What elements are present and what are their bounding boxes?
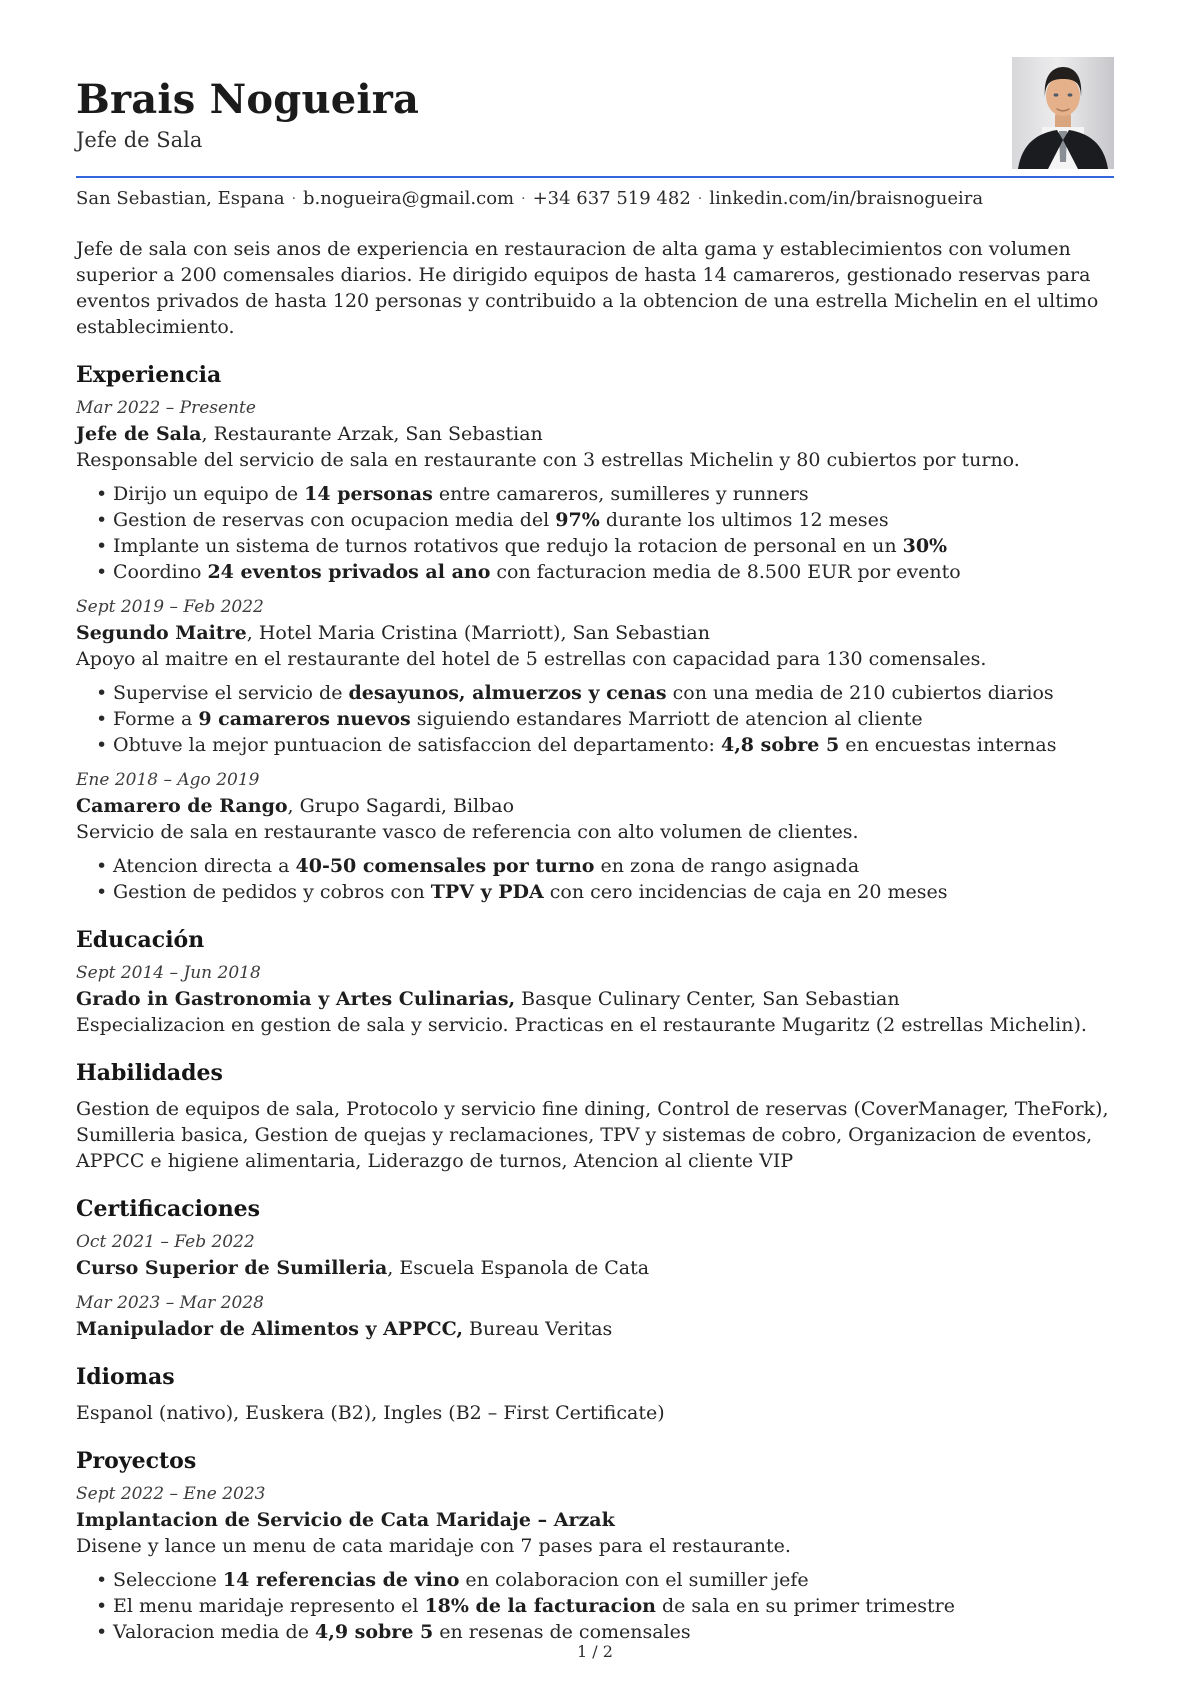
profile-photo-illustration <box>1012 57 1114 169</box>
bullet-item: • Seleccione 14 referencias de vino en colaboracion con el sumiller jefe <box>96 1567 1114 1593</box>
section-heading-habilidades: Habilidades <box>76 1060 223 1086</box>
project-entry <box>76 1484 1114 1645</box>
bullet-item: • Valoracion media de 4,9 sobre 5 en resenas de comensales <box>96 1619 1114 1645</box>
section-heading-idiomas: Idiomas <box>76 1364 175 1390</box>
contact-separator: · <box>291 191 297 207</box>
contact-linkedin[interactable]: linkedin.com/in/braisnogueira <box>709 188 984 209</box>
person-job-title: Jefe de Sala <box>76 128 203 152</box>
bullet-item: • Supervise el servicio de desayunos, almuerzos y cenas con una media de 210 cubiertos diarios <box>96 680 1114 706</box>
bullet-item: • Implante un sistema de turnos rotativos que redujo la rotacion de personal en un 30% <box>96 533 1114 559</box>
section-heading-educacion: Educación <box>76 927 205 953</box>
page-number: 1 / 2 <box>577 1642 613 1661</box>
entry-description: Especializacion en gestion de sala y servicio. Practicas en el restaurante Mugaritz (2 estrellas Michelin). <box>76 1014 1087 1036</box>
contact-separator: · <box>521 191 526 207</box>
contact-phone[interactable]: +34 637 519 482 <box>532 188 691 209</box>
education-entry <box>76 963 1114 1038</box>
contact-line <box>76 186 1114 212</box>
contact-separator: · <box>697 191 703 207</box>
person-name: Brais Nogueira <box>76 76 420 123</box>
entry-date: Sept 2019 – Feb 2022 <box>76 597 264 617</box>
entry-description: Disene y lance un menu de cata maridaje con 7 pases para el restaurante. <box>76 1535 791 1557</box>
entry-description: Responsable del servicio de sala en restaurante con 3 estrellas Michelin y 80 cubiertos por turno. <box>76 449 1020 471</box>
entry-date: Mar 2022 – Presente <box>76 398 256 418</box>
experience-entry <box>76 597 1114 758</box>
entry-date: Sept 2022 – Ene 2023 <box>76 1484 266 1504</box>
certification-entry <box>76 1293 1114 1342</box>
bullet-item: • Obtuve la mejor puntuacion de satisfaccion del departamento: 4,8 sobre 5 en encuestas internas <box>96 732 1114 758</box>
entry-date: Oct 2021 – Feb 2022 <box>76 1232 255 1252</box>
entry-title: Grado in Gastronomia y Artes Culinarias, Basque Culinary Center, San Sebastian <box>76 988 900 1010</box>
header <box>76 0 1114 154</box>
bullet-item: • Gestion de pedidos y cobros con TPV y PDA con cero incidencias de caja en 20 meses <box>96 879 1114 905</box>
bullet-item: • Atencion directa a 40-50 comensales por turno en zona de rango asignada <box>96 853 1114 879</box>
entry-description: Apoyo al maitre en el restaurante del hotel de 5 estrellas con capacidad para 130 comensales. <box>76 648 987 670</box>
experience-entry <box>76 770 1114 905</box>
entry-date: Ene 2018 – Ago 2019 <box>76 770 260 790</box>
profile-photo <box>1012 57 1114 169</box>
entry-title: Segundo Maitre, Hotel Maria Cristina (Marriott), San Sebastian <box>76 622 710 644</box>
entry-date: Sept 2014 – Jun 2018 <box>76 963 261 983</box>
contact-location: San Sebastian, Espana <box>76 188 285 209</box>
bullet-item: • Gestion de reservas con ocupacion media del 97% durante los ultimos 12 meses <box>96 507 1114 533</box>
entry-bullet-list <box>96 1567 1114 1645</box>
entry-title: Jefe de Sala, Restaurante Arzak, San Sebastian <box>76 423 543 445</box>
section-heading-certificaciones: Certificaciones <box>76 1196 261 1222</box>
header-divider <box>76 176 1114 178</box>
bullet-item: • El menu maridaje represento el 18% de la facturacion de sala en su primer trimestre <box>96 1593 1114 1619</box>
entry-title: Implantacion de Servicio de Cata Maridaje – Arzak <box>76 1509 615 1531</box>
bullet-item: • Dirijo un equipo de 14 personas entre camareros, sumilleres y runners <box>96 481 1114 507</box>
entry-bullet-list <box>96 853 1114 905</box>
bullet-item: • Forme a 9 camareros nuevos siguiendo estandares Marriott de atencion al cliente <box>96 706 1114 732</box>
experience-entry <box>76 398 1114 585</box>
entry-date: Mar 2023 – Mar 2028 <box>76 1293 264 1313</box>
entry-bullet-list <box>96 680 1114 758</box>
entry-description: Servicio de sala en restaurante vasco de referencia con alto volumen de clientes. <box>76 821 859 843</box>
certification-entry <box>76 1232 1114 1281</box>
entry-bullet-list <box>96 481 1114 585</box>
contact-email[interactable]: b.nogueira@gmail.com <box>303 188 515 209</box>
skills-text: Gestion de equipos de sala, Protocolo y servicio fine dining, Control de reservas (CoverManager, TheFork), Sumilleria basica, Gestion de quejas y reclamaciones, TPV y sistemas de cobro, Organizacion de eventos, APPCC e higiene alimentaria, Liderazgo de turnos, Atencion al cliente VIP <box>76 1098 1109 1172</box>
entry-title: Curso Superior de Sumilleria, Escuela Espanola de Cata <box>76 1257 650 1279</box>
bullet-item: • Coordino 24 eventos privados al ano con facturacion media de 8.500 EUR por evento <box>96 559 1114 585</box>
section-heading-experiencia: Experiencia <box>76 362 222 388</box>
summary-paragraph: Jefe de sala con seis anos de experiencia en restauracion de alta gama y establecimientos con volumen superior a 200 comensales diarios. He dirigido equipos de hasta 14 camareros, gestionado reservas para eventos privados de hasta 120 personas y contribuido a la obtencion de una estrella Michelin en el ultimo establecimiento. <box>76 238 1099 338</box>
languages-text: Espanol (nativo), Euskera (B2), Ingles (B2 – First Certificate) <box>76 1402 665 1424</box>
section-heading-proyectos: Proyectos <box>76 1448 197 1474</box>
entry-title: Camarero de Rango, Grupo Sagardi, Bilbao <box>76 795 515 817</box>
entry-title: Manipulador de Alimentos y APPCC, Bureau Veritas <box>76 1318 613 1340</box>
